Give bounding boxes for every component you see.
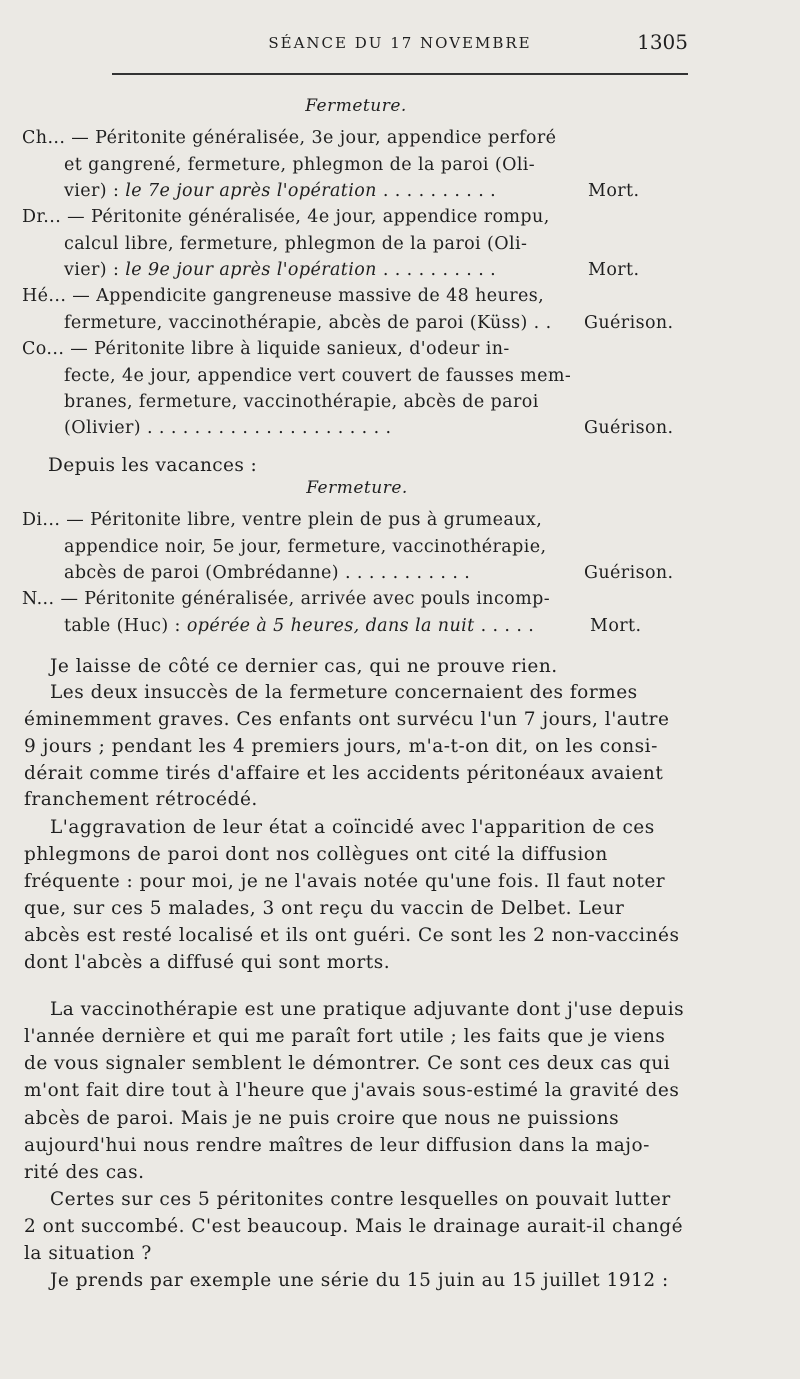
case-line: Ch... — Péritonite généralisée, 3e jour, appendice perforé — [22, 128, 557, 148]
case-text: abcès de paroi (Ombrédanne) — [64, 563, 340, 583]
case-result: Mort. — [588, 260, 640, 280]
header-title: SÉANCE DU 17 NOVEMBRE — [268, 34, 532, 52]
case-italic-text: opérée à 5 heures, dans la nuit — [186, 616, 475, 636]
text-line: dérait comme tirés d'affaire et les accidents péritonéaux avaient — [24, 763, 664, 784]
section-heading-fermeture: Fermeture. — [305, 96, 407, 116]
case-line: Co... — Péritonite libre à liquide sanieux, d'odeur in- — [22, 339, 510, 359]
text-line: phlegmons de paroi dont nos collègues ont cité la diffusion — [24, 844, 608, 865]
text-line: rité des cas. — [24, 1162, 145, 1183]
case-line: Di... — Péritonite libre, ventre plein de pus à grumeaux, — [22, 510, 543, 530]
text-line: que, sur ces 5 malades, 3 ont reçu du vaccin de Delbet. Leur — [24, 898, 625, 919]
case-line: N... — Péritonite généralisée, arrivée avec pouls incomp- — [22, 589, 551, 609]
case-line: Hé... — Appendicite gangreneuse massive de 48 heures, — [22, 286, 545, 306]
leader-dots: . . . . . . . . . . . — [344, 563, 471, 583]
text-line: 2 ont succombé. C'est beaucoup. Mais le drainage aurait-il changé — [24, 1216, 684, 1237]
case-line — [64, 616, 534, 636]
case-line — [64, 181, 496, 201]
text-line: m'ont fait dire tout à l'heure que j'avais sous-estimé la gravité des — [24, 1080, 680, 1101]
leader-dots: . . . . . — [480, 616, 535, 636]
case-line: Dr... — Péritonite généralisée, 4e jour, appendice rompu, — [22, 207, 550, 227]
text-line: fréquente : pour moi, je ne l'avais notée qu'une fois. Il faut noter — [24, 871, 666, 892]
leader-dots: . . . . . . . . . . — [382, 181, 497, 201]
case-text: (Olivier) — [64, 418, 142, 438]
case-line: fecte, 4e jour, appendice vert couvert de fausses mem- — [64, 366, 572, 386]
case-text: vier) : — [64, 260, 120, 280]
case-line — [64, 563, 470, 583]
case-line — [64, 418, 391, 438]
text-line: L'aggravation de leur état a coïncidé avec l'apparition de ces — [50, 817, 655, 838]
text-line: franchement rétrocédé. — [24, 789, 258, 810]
case-line: calcul libre, fermeture, phlegmon de la paroi (Oli- — [64, 234, 528, 254]
text-line: Je prends par exemple une série du 15 juin au 15 juillet 1912 : — [50, 1270, 669, 1291]
section-heading-fermeture: Fermeture. — [306, 478, 408, 498]
case-line: branes, fermeture, vaccinothérapie, abcès de paroi — [64, 392, 539, 412]
leader-dots: . . . . . . . . . . . . . . . . . . . . . — [146, 418, 392, 438]
text-line: éminemment graves. Ces enfants ont survécu l'un 7 jours, l'autre — [24, 709, 670, 730]
case-result: Mort. — [588, 181, 640, 201]
section-intro: Depuis les vacances : — [48, 455, 258, 476]
text-line: l'année dernière et qui me paraît fort utile ; les faits que je viens — [24, 1026, 666, 1047]
text-line: 9 jours ; pendant les 4 premiers jours, m'a-t-on dit, on les consi- — [24, 736, 658, 757]
case-result: Mort. — [590, 616, 642, 636]
case-line: et gangrené, fermeture, phlegmon de la paroi (Oli- — [64, 155, 536, 175]
text-line: Je laisse de côté ce dernier cas, qui ne prouve rien. — [50, 656, 558, 677]
case-text: vier) : — [64, 181, 120, 201]
case-line — [64, 260, 496, 280]
text-line: la situation ? — [24, 1243, 152, 1264]
text-line: aujourd'hui nous rendre maîtres de leur diffusion dans la majo- — [24, 1135, 650, 1156]
text-line: dont l'abcès a diffusé qui sont morts. — [24, 952, 391, 973]
case-result: Guérison. — [584, 563, 674, 583]
case-result: Guérison. — [584, 418, 674, 438]
header-rule — [112, 73, 688, 75]
case-line: appendice noir, 5e jour, fermeture, vaccinothérapie, — [64, 537, 547, 557]
text-line: La vaccinothérapie est une pratique adjuvante dont j'use depuis — [50, 999, 685, 1020]
page-number: 1305 — [637, 30, 688, 54]
case-italic-text: le 9e jour après l'opération — [125, 260, 377, 280]
case-line: fermeture, vaccinothérapie, abcès de paroi (Küss) . . — [64, 313, 552, 333]
leader-dots: . . . . . . . . . . — [382, 260, 497, 280]
text-line: Certes sur ces 5 péritonites contre lesquelles on pouvait lutter — [50, 1189, 671, 1210]
text-line: Les deux insuccès de la fermeture concernaient des formes — [50, 682, 638, 703]
case-result: Guérison. — [584, 313, 674, 333]
case-italic-text: le 7e jour après l'opération — [125, 181, 377, 201]
case-text: table (Huc) : — [64, 616, 181, 636]
text-line: abcès de paroi. Mais je ne puis croire que nous ne puissions — [24, 1108, 620, 1129]
text-line: de vous signaler semblent le démontrer. Ce sont ces deux cas qui — [24, 1053, 671, 1074]
text-line: abcès est resté localisé et ils ont guéri. Ce sont les 2 non-vaccinés — [24, 925, 680, 946]
